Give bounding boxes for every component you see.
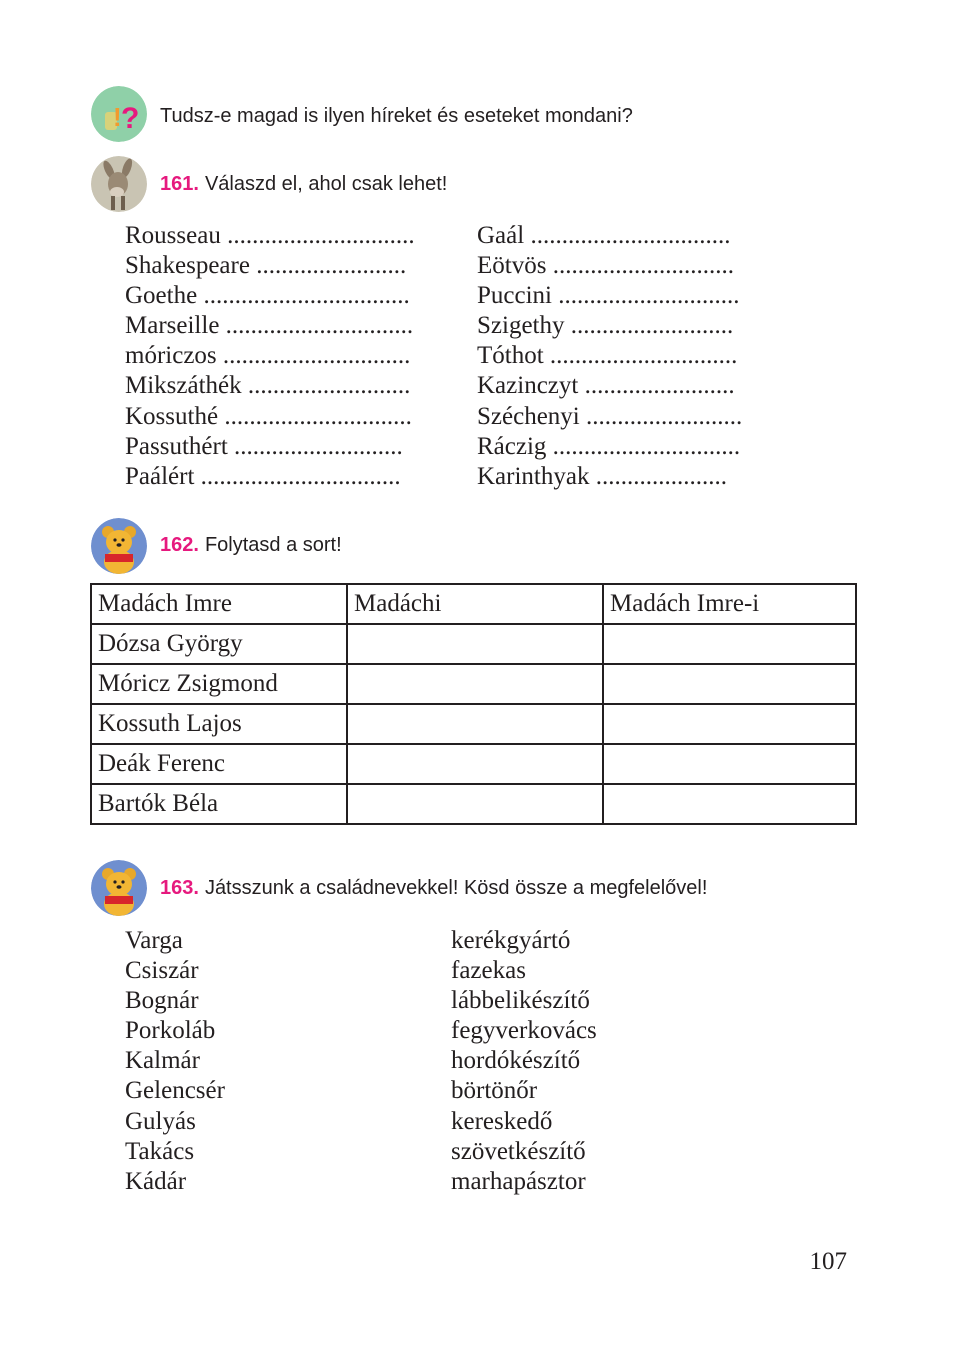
- word-row: Kossuthé ..............................: [125, 402, 412, 430]
- word-row: Paálért ................................: [125, 462, 401, 490]
- svg-text:!: !: [113, 102, 122, 132]
- word-row: Gaál ................................: [477, 222, 731, 249]
- list-item[interactable]: börtönőr: [451, 1077, 538, 1105]
- exercise-number: 161.: [160, 173, 199, 195]
- exercise-instruction: Válaszd el, ahol csak lehet!: [204, 173, 448, 195]
- table-row: [91, 784, 856, 824]
- table-cell: Bartók Béla: [91, 784, 347, 824]
- word-row: Mikszáthék ..........................: [125, 372, 411, 400]
- list-item[interactable]: fegyverkovács: [451, 1017, 597, 1045]
- answer-cell[interactable]: [603, 624, 856, 664]
- list-item[interactable]: szövetkészítő: [451, 1137, 586, 1165]
- answer-cell[interactable]: [347, 664, 603, 704]
- exercise-instruction: Folytasd a sort!: [204, 534, 342, 556]
- list-item[interactable]: kerékgyártó: [451, 927, 571, 954]
- list-item[interactable]: Porkoláb: [125, 1017, 216, 1045]
- word-row: Karinthyak .....................: [477, 462, 727, 490]
- word-row: Kazinczyt ........................: [477, 372, 735, 400]
- word-row: móriczos ..............................: [125, 342, 411, 370]
- table-cell: Kossuth Lajos: [91, 704, 347, 744]
- word-row: Passuthért ...........................: [125, 432, 403, 460]
- table-cell: Madách Imre: [91, 584, 347, 624]
- table-cell: Madách Imre-i: [603, 584, 856, 624]
- list-item[interactable]: fazekas: [451, 957, 526, 985]
- intro-text: Tudsz-e magad is ilyen híreket és eseteket mondani?: [160, 105, 633, 127]
- hyphenation-right-column: [477, 221, 742, 492]
- list-item[interactable]: kereskedő: [451, 1107, 553, 1135]
- word-row: Szigethy ..........................: [477, 312, 734, 340]
- bear-icon: [91, 860, 147, 916]
- answer-cell[interactable]: [347, 624, 603, 664]
- word-row: Puccini .............................: [477, 282, 740, 310]
- table-row: [91, 624, 856, 664]
- list-item[interactable]: lábbelikészítő: [451, 987, 590, 1015]
- table-cell: Madáchi: [347, 584, 603, 624]
- list-item[interactable]: Bognár: [125, 987, 199, 1015]
- word-row: Tóthot ..............................: [477, 342, 738, 370]
- answer-cell[interactable]: [603, 784, 856, 824]
- list-item[interactable]: Gelencsér: [125, 1077, 225, 1105]
- answer-cell[interactable]: [347, 744, 603, 784]
- exclamation-question-icon: [91, 86, 147, 142]
- list-item[interactable]: Gulyás: [125, 1107, 196, 1135]
- list-item[interactable]: Takács: [125, 1137, 195, 1165]
- exercise-number: 162.: [160, 534, 199, 556]
- answer-cell[interactable]: [603, 704, 856, 744]
- list-item[interactable]: Kádár: [125, 1167, 187, 1195]
- list-item[interactable]: hordókészítő: [451, 1047, 581, 1075]
- word-row: Goethe .................................: [125, 282, 410, 310]
- answer-cell[interactable]: [347, 784, 603, 824]
- list-item[interactable]: Csiszár: [125, 957, 199, 985]
- word-row: Shakespeare ........................: [125, 252, 407, 280]
- exercise-162-heading: [160, 534, 342, 557]
- answer-cell[interactable]: [347, 704, 603, 744]
- table-cell: Móricz Zsigmond: [91, 664, 347, 704]
- word-row: Széchenyi .........................: [477, 402, 743, 430]
- table-row: [91, 664, 856, 704]
- donkey-icon: [91, 156, 147, 212]
- word-row: Marseille ..............................: [125, 312, 414, 340]
- occupations-column: [451, 926, 597, 1197]
- name-forms-table: [90, 583, 857, 825]
- answer-cell[interactable]: [603, 744, 856, 784]
- svg-text:?: ?: [121, 102, 140, 135]
- table-cell: Dózsa György: [91, 624, 347, 664]
- exercise-161-heading: [160, 173, 447, 196]
- page-number: 107: [809, 1248, 847, 1275]
- exercise-instruction: Játsszunk a családnevekkel! Kösd össze a megfelelővel!: [204, 877, 708, 899]
- hyphenation-left-column: [125, 221, 415, 492]
- table-cell: Deák Ferenc: [91, 744, 347, 784]
- table-row: [91, 584, 856, 624]
- word-row: Rousseau ..............................: [125, 222, 415, 249]
- exercise-number: 163.: [160, 877, 199, 899]
- word-row: Ráczig ..............................: [477, 432, 741, 460]
- table-row: [91, 744, 856, 784]
- answer-cell[interactable]: [603, 664, 856, 704]
- list-item[interactable]: Varga: [125, 927, 183, 954]
- table-row: [91, 704, 856, 744]
- list-item[interactable]: Kalmár: [125, 1047, 200, 1075]
- list-item[interactable]: marhapásztor: [451, 1167, 586, 1195]
- exercise-163-heading: [160, 877, 707, 900]
- bear-icon: [91, 518, 147, 574]
- family-names-column: [125, 926, 225, 1197]
- word-row: Eötvös .............................: [477, 252, 734, 280]
